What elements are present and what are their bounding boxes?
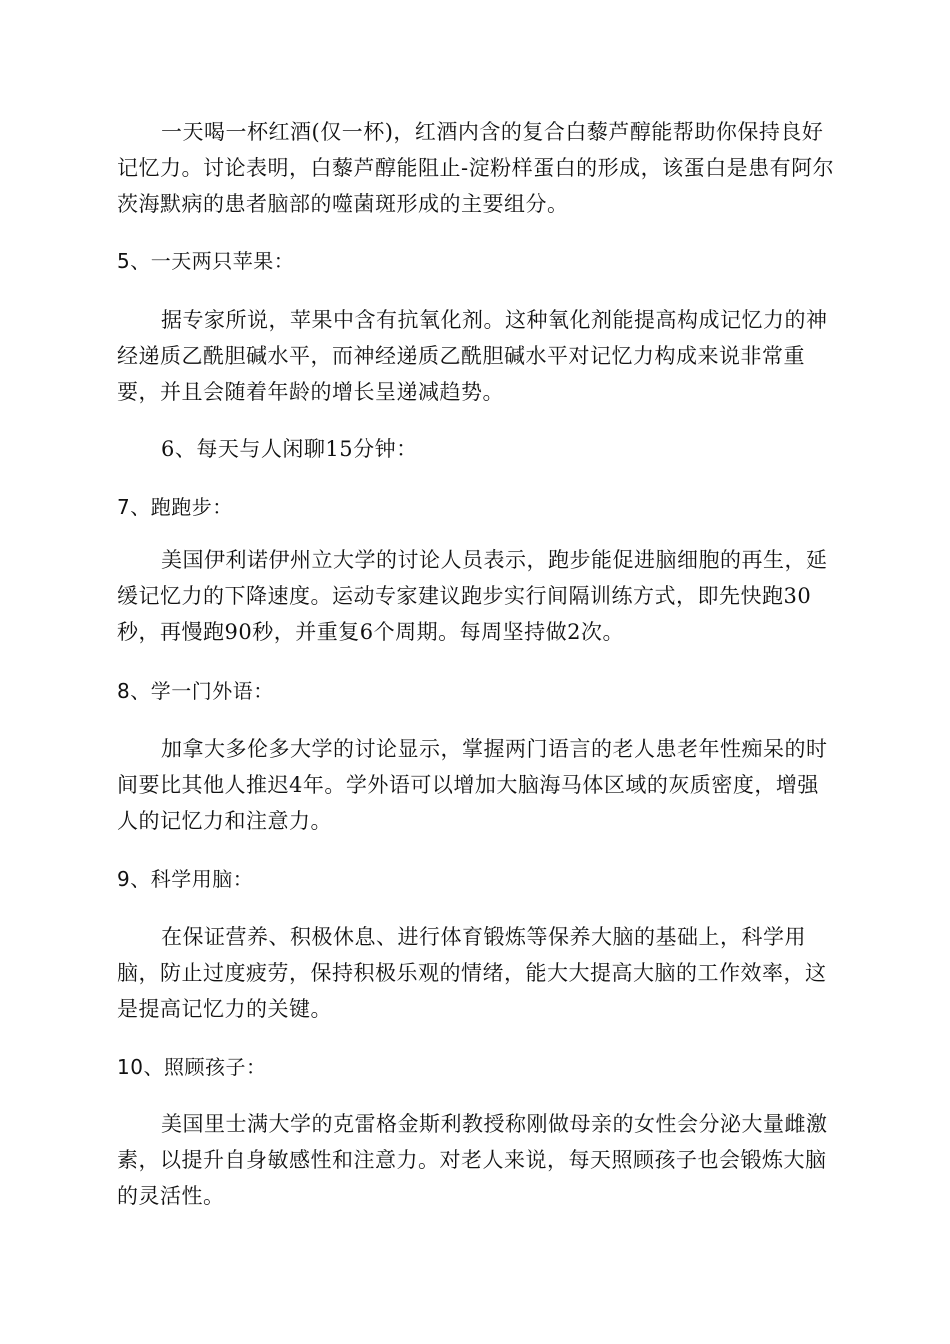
heading-children: 10、照顾孩子：	[117, 1055, 267, 1079]
paragraph-apples: 据专家所说，苹果中含有抗氧化剂。这种氧化剂能提高构成记忆力的神经递质乙酰胆碱水平，而神经递质乙酰胆碱水平对记忆力构成来说非常重要，并且会随着年龄的增长呈递减趋势。	[117, 308, 828, 404]
paragraph-language: 加拿大多伦多大学的讨论显示，掌握两门语言的老人患老年性痴呆的时间要比其他人推迟4年。学外语可以增加大脑海马体区域的灰质密度，增强人的记忆力和注意力。	[117, 737, 828, 833]
paragraph-chat: 6、每天与人闲聊15分钟：	[161, 437, 418, 461]
paragraph-children: 美国里士满大学的克雷格金斯利教授称刚做母亲的女性会分泌大量雌激素，以提升自身敏感性和注意力。对老人来说，每天照顾孩子也会锻炼大脑的灵活性。	[117, 1112, 828, 1208]
paragraph-brain-use: 在保证营养、积极休息、进行体育锻炼等保养大脑的基础上，科学用脑，防止过度疲劳，保持积极乐观的情绪，能大大提高大脑的工作效率，这是提高记忆力的关键。	[117, 925, 827, 1021]
heading-apples: 5、一天两只苹果：	[117, 249, 295, 273]
heading-running: 7、跑跑步：	[117, 495, 233, 519]
paragraph-running: 美国伊利诺伊州立大学的讨论人员表示，跑步能促进脑细胞的再生，延缓记忆力的下降速度。运动专家建议跑步实行间隔训练方式，即先快跑30秒，再慢跑90秒，并重复6个周期。每周坚持做2次。	[117, 548, 828, 644]
heading-language: 8、学一门外语：	[117, 679, 274, 703]
heading-brain-use: 9、科学用脑：	[117, 867, 254, 891]
paragraph-red-wine: 一天喝一杯红酒(仅一杯)，红酒内含的复合白藜芦醇能帮助你保持良好记忆力。讨论表明，白藜芦醇能阻止-淀粉样蛋白的形成，该蛋白是患有阿尔茨海默病的患者脑部的噬菌斑形成的主要组分。	[117, 120, 835, 216]
